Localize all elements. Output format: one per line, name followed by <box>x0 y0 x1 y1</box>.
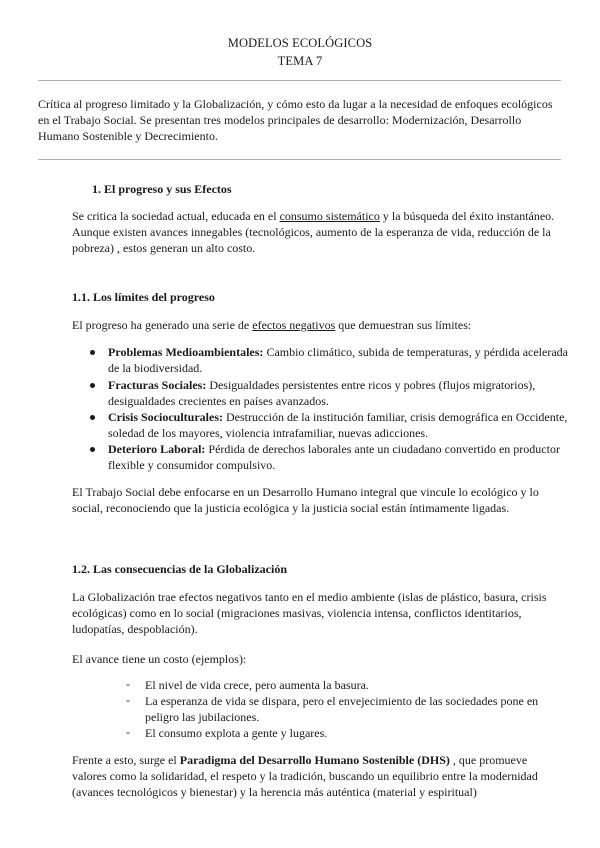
dash-marker: - <box>126 693 130 707</box>
section-1-1-text-a: El progreso ha generado una serie de <box>72 318 253 332</box>
intro-paragraph: Crítica al progreso limitado y la Globalización, y cómo esto da lugar a la necesidad de enfoques ecológicos en el Trabajo Social. Se presentan tres modelos principales de desarrollo: Modernización, Desarrollo Humano Sostenible y Decrecimiento. <box>38 97 553 143</box>
section-1-paragraph <box>72 208 564 256</box>
list-item: La esperanza de vida se dispara, pero el envejecimiento de las sociedades pone en peligro las jubilaciones. <box>145 694 539 724</box>
section-1-2-paragraph-1: La Globalización trae efectos negativos tanto en el medio ambiente (islas de plástico, basura, crisis ecológicas) como en lo social (migraciones masivas, violencia intensa, conflictos identitarios, ludopatías, despoblación). <box>72 590 547 636</box>
section-1-heading: 1. El progreso y sus Efectos <box>92 182 232 196</box>
dash-marker: - <box>126 725 130 739</box>
list-item <box>108 377 568 409</box>
section-1-text-b: y la búsqueda del éxito instantáneo. Aunque existen avances innegables (tecnológicos, aumento de la esperanza de vida, reducción de la pobreza) , estos generan un alto costo. <box>72 209 555 255</box>
section-1-1-text-b: que demuestran sus límites: <box>335 318 472 332</box>
document-subtitle: TEMA 7 <box>277 54 323 68</box>
section-1-2-paragraph-2: El avance tiene un costo (ejemplos): <box>72 652 247 666</box>
section-1-1-intro <box>72 317 564 333</box>
bullet-icon <box>90 415 95 420</box>
dhs-text-a: Frente a esto, surge el <box>72 753 180 767</box>
bullet-icon <box>90 350 95 355</box>
section-1-text-a: Se critica la sociedad actual, educada en el <box>72 209 280 223</box>
list-item <box>108 409 568 441</box>
efectos-negativos-link[interactable]: efectos negativos <box>252 318 336 332</box>
section-1-2-paragraph-3 <box>72 752 564 800</box>
section-1-2-heading: 1.2. Las consecuencias de la Globalización <box>72 562 288 576</box>
bullet-icon <box>90 447 95 452</box>
bullet-label: Deterioro Laboral: <box>108 442 206 456</box>
top-divider <box>38 80 561 81</box>
bullet-label: Crisis Socioculturales: <box>108 410 223 424</box>
bullet-icon <box>90 383 95 388</box>
bullet-label: Fracturas Sociales: <box>108 378 207 392</box>
section-1-1-heading: 1.1. Los límites del progreso <box>72 290 215 304</box>
list-item: El consumo explota a gente y lugares. <box>145 726 328 740</box>
bullet-text: Cambio climático, subida de temperaturas, y pérdida acelerada de la biodiversidad. <box>108 345 568 375</box>
section-1-1-closing: El Trabajo Social debe enfocarse en un Desarrollo Humano integral que vincule lo ecológico y lo social, reconociendo que la justicia ecológica y la justicia social están íntimamente ligadas. <box>72 485 539 515</box>
list-item <box>108 344 568 376</box>
consumo-sistematico-link[interactable]: consumo sistemático <box>279 209 380 223</box>
dash-marker: - <box>126 677 130 691</box>
dhs-text-b: , que promueve valores como la solidaridad, el respeto y la tradición, buscando un equilibrio entre la modernidad (avances tecnológicos y bienestar) y la herencia más auténtica (material y espiritual) <box>72 753 538 799</box>
bullet-text: Desigualdades persistentes entre ricos y pobres (flujos migratorios), desigualdades crecientes en países avanzados. <box>108 378 536 408</box>
bullet-text: Pérdida de derechos laborales ante un ciudadano convertido en productor flexible y consumidor compulsivo. <box>108 442 560 472</box>
bullet-label: Problemas Medioambientales: <box>108 345 264 359</box>
list-item: El nivel de vida crece, pero aumenta la basura. <box>145 678 369 692</box>
document-title: MODELOS ECOLÓGICOS <box>227 36 373 50</box>
list-item <box>108 441 568 473</box>
intro-divider <box>38 159 561 160</box>
bullet-text: Destrucción de la institución familiar, crisis demográfica en Occidente, soledad de los mayores, violencia intrafamiliar, nuevas adicciones. <box>108 410 568 440</box>
dhs-paradigm: Paradigma del Desarrollo Humano Sostenible (DHS) <box>179 753 450 767</box>
